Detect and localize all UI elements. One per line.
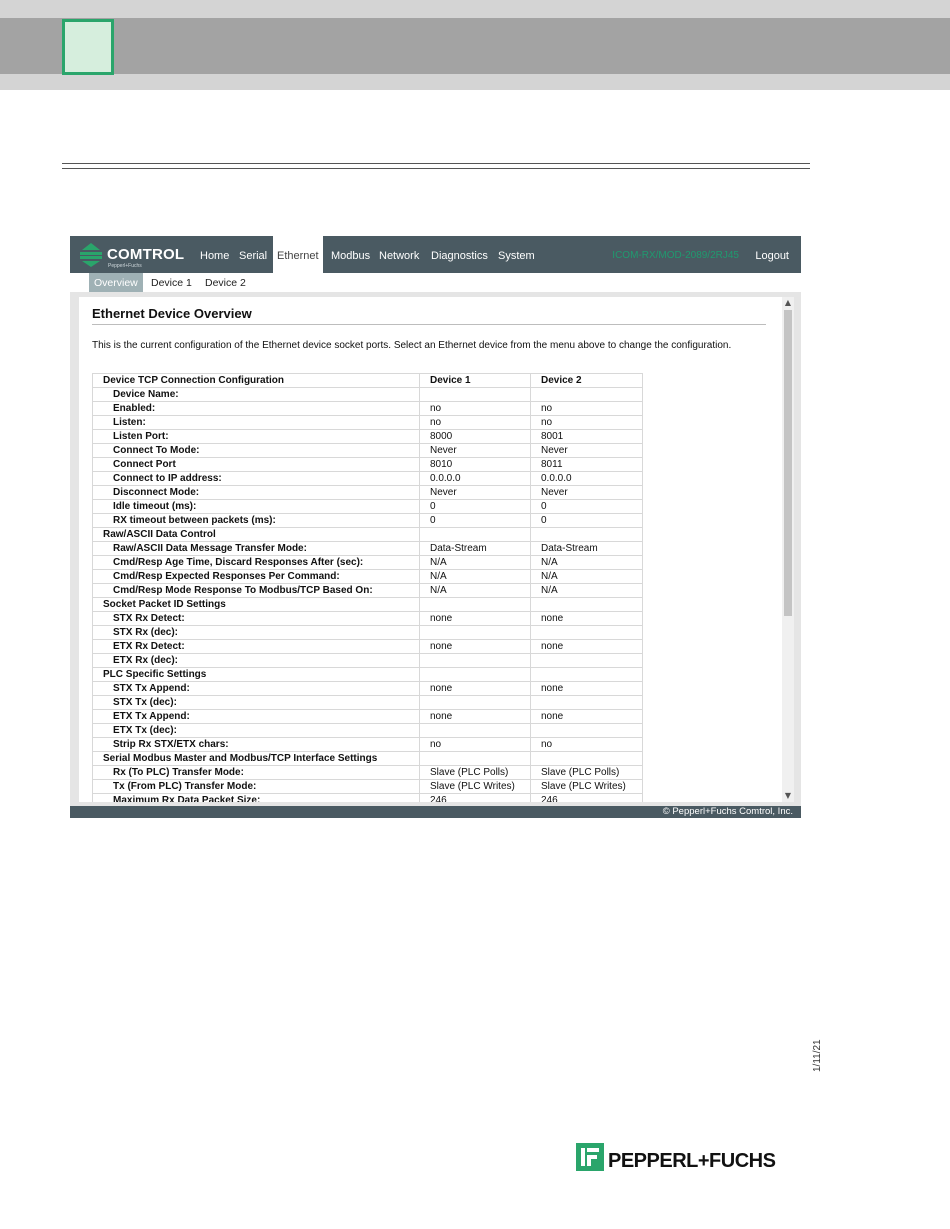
table-row xyxy=(93,556,643,570)
config-table xyxy=(92,373,643,802)
device-1-value: 246 xyxy=(420,794,531,803)
pepperl-fuchs-wordmark: PEPPERL+FUCHS xyxy=(608,1150,776,1172)
row-label: Device TCP Connection Configuration xyxy=(93,374,420,388)
device-1-value: Data-Stream xyxy=(420,542,531,556)
device-2-value xyxy=(531,752,643,766)
table-row xyxy=(93,696,643,710)
table-row xyxy=(93,570,643,584)
device-2-value xyxy=(531,724,643,738)
device-1-value xyxy=(420,752,531,766)
row-label: Connect Port xyxy=(93,458,420,472)
device-2-value: 246 xyxy=(531,794,643,803)
vertical-scrollbar[interactable] xyxy=(782,297,794,802)
device-1-value: 8000 xyxy=(420,430,531,444)
document-date: 1/11/21 xyxy=(812,1039,823,1072)
table-row xyxy=(93,752,643,766)
row-label: Cmd/Resp Expected Responses Per Command: xyxy=(93,570,420,584)
row-label: Device Name: xyxy=(93,388,420,402)
divider xyxy=(62,168,810,169)
row-label: Disconnect Mode: xyxy=(93,486,420,500)
device-2-value: no xyxy=(531,416,643,430)
device-1-value: Slave (PLC Polls) xyxy=(420,766,531,780)
table-row xyxy=(93,640,643,654)
device-2-value: none xyxy=(531,640,643,654)
row-label: Rx (To PLC) Transfer Mode: xyxy=(93,766,420,780)
device-1-value: no xyxy=(420,738,531,752)
table-row xyxy=(93,766,643,780)
row-label: Listen Port: xyxy=(93,430,420,444)
copyright-text: © Pepperl+Fuchs Comtrol, Inc. xyxy=(662,806,793,817)
row-label: PLC Specific Settings xyxy=(93,668,420,682)
device-2-value: none xyxy=(531,710,643,724)
row-label: STX Rx (dec): xyxy=(93,626,420,640)
table-row xyxy=(93,542,643,556)
table-row xyxy=(93,458,643,472)
row-label: STX Tx (dec): xyxy=(93,696,420,710)
pepperl-fuchs-logo-icon xyxy=(576,1143,604,1171)
device-2-value: Slave (PLC Polls) xyxy=(531,766,643,780)
subnav-overview[interactable]: Overview xyxy=(89,273,143,292)
device-1-value: Device 1 xyxy=(420,374,531,388)
page-title: Ethernet Device Overview xyxy=(92,306,252,321)
device-1-value: Never xyxy=(420,444,531,458)
page-header-strip-lower xyxy=(0,74,950,90)
device-2-value: none xyxy=(531,682,643,696)
device-1-value: Slave (PLC Writes) xyxy=(420,780,531,794)
row-label: Listen: xyxy=(93,416,420,430)
row-label: Raw/ASCII Data Message Transfer Mode: xyxy=(93,542,420,556)
table-row xyxy=(93,444,643,458)
nav-ethernet[interactable]: Ethernet xyxy=(273,236,323,273)
table-row xyxy=(93,780,643,794)
nav-serial[interactable]: Serial xyxy=(239,250,268,262)
row-label: STX Rx Detect: xyxy=(93,612,420,626)
row-label: Idle timeout (ms): xyxy=(93,500,420,514)
table-row xyxy=(93,682,643,696)
scroll-thumb[interactable] xyxy=(784,310,792,616)
brand-subtitle: Pepperl+Fuchs xyxy=(108,263,142,269)
table-row xyxy=(93,724,643,738)
nav-diagnostics[interactable]: Diagnostics xyxy=(431,250,488,262)
device-2-value xyxy=(531,626,643,640)
table-row xyxy=(93,584,643,598)
table-row xyxy=(93,738,643,752)
device-model: ICOM-RX/MOD-2089/2RJ45 xyxy=(612,250,739,261)
title-divider xyxy=(92,324,766,325)
row-label: ETX Tx (dec): xyxy=(93,724,420,738)
device-2-value: Never xyxy=(531,444,643,458)
table-row xyxy=(93,430,643,444)
nav-network[interactable]: Network xyxy=(379,250,420,262)
table-row xyxy=(93,472,643,486)
device-1-value: none xyxy=(420,682,531,696)
device-2-value: Slave (PLC Writes) xyxy=(531,780,643,794)
intro-text: This is the current configuration of the Ethernet device socket ports. Select an Ethernet device from the menu above to change the configuration. xyxy=(92,340,732,351)
logout-link[interactable]: Logout xyxy=(755,250,789,262)
table-row xyxy=(93,374,643,388)
device-2-value: N/A xyxy=(531,556,643,570)
table-row xyxy=(93,486,643,500)
row-label: Connect to IP address: xyxy=(93,472,420,486)
table-row xyxy=(93,402,643,416)
nav-system[interactable]: System xyxy=(498,250,535,262)
device-1-value: 8010 xyxy=(420,458,531,472)
device-2-value: no xyxy=(531,402,643,416)
device-1-value xyxy=(420,696,531,710)
device-2-value: no xyxy=(531,738,643,752)
row-label: Serial Modbus Master and Modbus/TCP Interface Settings xyxy=(93,752,420,766)
scroll-up-icon[interactable]: ▲ xyxy=(784,298,792,307)
row-label: Connect To Mode: xyxy=(93,444,420,458)
row-label: Strip Rx STX/ETX chars: xyxy=(93,738,420,752)
device-1-value: 0.0.0.0 xyxy=(420,472,531,486)
device-2-value xyxy=(531,654,643,668)
device-2-value xyxy=(531,388,643,402)
device-1-value: none xyxy=(420,710,531,724)
row-label: Cmd/Resp Age Time, Discard Responses After (sec): xyxy=(93,556,420,570)
row-label: ETX Rx (dec): xyxy=(93,654,420,668)
row-label: ETX Rx Detect: xyxy=(93,640,420,654)
table-row xyxy=(93,388,643,402)
table-row xyxy=(93,500,643,514)
row-label: Enabled: xyxy=(93,402,420,416)
row-label: STX Tx Append: xyxy=(93,682,420,696)
row-label: ETX Tx Append: xyxy=(93,710,420,724)
table-row xyxy=(93,416,643,430)
row-label: RX timeout between packets (ms): xyxy=(93,514,420,528)
device-1-value: none xyxy=(420,612,531,626)
divider xyxy=(62,163,810,164)
page-header-strip xyxy=(0,0,950,18)
table-row xyxy=(93,612,643,626)
device-2-value: 0 xyxy=(531,514,643,528)
chapter-marker xyxy=(62,19,114,75)
device-1-value: no xyxy=(420,416,531,430)
device-2-value: 8001 xyxy=(531,430,643,444)
device-1-value xyxy=(420,668,531,682)
device-1-value xyxy=(420,654,531,668)
device-2-value: none xyxy=(531,612,643,626)
device-2-value: N/A xyxy=(531,570,643,584)
table-row xyxy=(93,626,643,640)
device-1-value xyxy=(420,598,531,612)
device-1-value: Never xyxy=(420,486,531,500)
device-1-value: 0 xyxy=(420,514,531,528)
device-2-value: Never xyxy=(531,486,643,500)
device-2-value: Device 2 xyxy=(531,374,643,388)
device-2-value: 0 xyxy=(531,500,643,514)
device-1-value xyxy=(420,528,531,542)
device-1-value: N/A xyxy=(420,556,531,570)
row-label: Socket Packet ID Settings xyxy=(93,598,420,612)
scroll-down-icon[interactable]: ▼ xyxy=(784,791,792,800)
device-2-value: Data-Stream xyxy=(531,542,643,556)
table-row xyxy=(93,710,643,724)
device-2-value xyxy=(531,598,643,612)
content-panel xyxy=(79,297,782,802)
table-row xyxy=(93,514,643,528)
device-1-value: N/A xyxy=(420,570,531,584)
device-1-value: none xyxy=(420,640,531,654)
device-2-value: 8011 xyxy=(531,458,643,472)
device-1-value xyxy=(420,626,531,640)
page-header-band xyxy=(0,18,950,74)
row-label: Maximum Rx Data Packet Size: xyxy=(93,794,420,803)
device-1-value xyxy=(420,724,531,738)
subnav-device-2[interactable]: Device 2 xyxy=(205,277,246,289)
device-2-value xyxy=(531,668,643,682)
row-label: Cmd/Resp Mode Response To Modbus/TCP Based On: xyxy=(93,584,420,598)
nav-modbus[interactable]: Modbus xyxy=(331,250,371,262)
table-row xyxy=(93,598,643,612)
device-1-value: N/A xyxy=(420,584,531,598)
device-2-value xyxy=(531,528,643,542)
device-2-value xyxy=(531,696,643,710)
sub-navbar xyxy=(70,273,801,292)
comtrol-logo-icon xyxy=(78,242,104,268)
table-row xyxy=(93,528,643,542)
top-navbar xyxy=(70,236,801,273)
brand-name: COMTROL xyxy=(107,246,185,263)
web-ui-screenshot xyxy=(70,236,801,818)
device-2-value: N/A xyxy=(531,584,643,598)
row-label: Raw/ASCII Data Control xyxy=(93,528,420,542)
row-label: Tx (From PLC) Transfer Mode: xyxy=(93,780,420,794)
table-row xyxy=(93,668,643,682)
device-1-value xyxy=(420,388,531,402)
device-1-value: no xyxy=(420,402,531,416)
subnav-device-1[interactable]: Device 1 xyxy=(151,277,192,289)
device-1-value: 0 xyxy=(420,500,531,514)
table-row xyxy=(93,654,643,668)
table-row xyxy=(93,794,643,803)
nav-home[interactable]: Home xyxy=(200,250,230,262)
device-2-value: 0.0.0.0 xyxy=(531,472,643,486)
content-frame xyxy=(70,292,801,806)
footer-bar xyxy=(70,806,801,818)
